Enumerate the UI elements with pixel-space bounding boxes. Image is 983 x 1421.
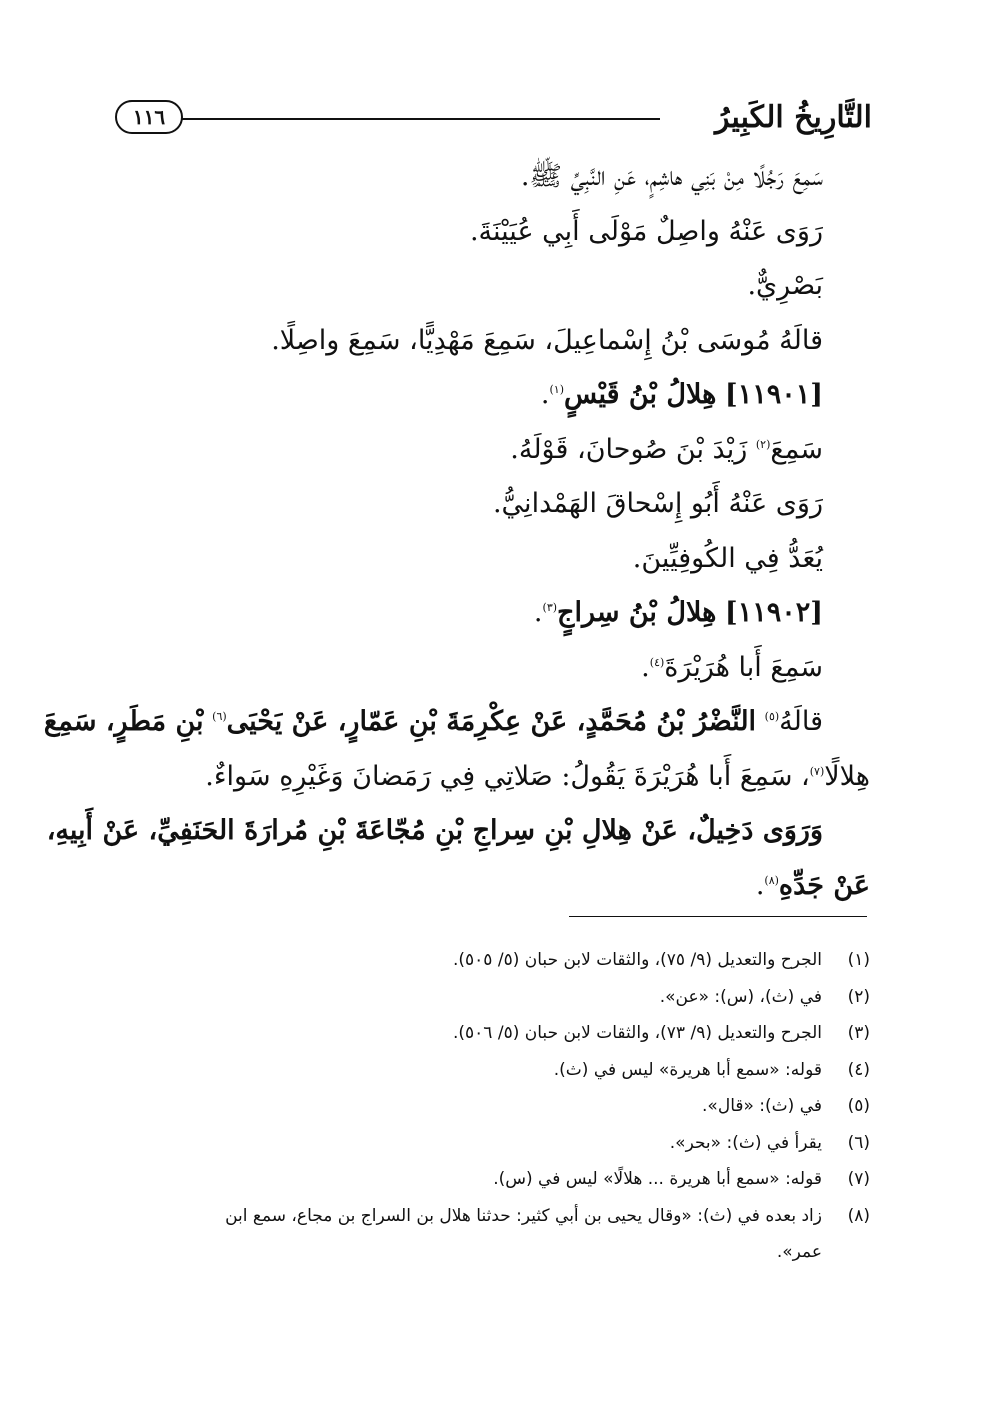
text-span: زَيْدَ بْنَ صُوحانَ، قَوْلَهُ.	[510, 433, 748, 465]
footnote-item	[118, 1052, 870, 1089]
punctuation: .	[641, 651, 650, 683]
footnote-ref[interactable]: (٨)	[764, 873, 779, 887]
text-span: سَمِعَ أَبا هُرَيْرَةَ	[664, 651, 823, 683]
footnote-item	[118, 1198, 870, 1235]
footnote-item	[118, 942, 870, 979]
text-line	[43, 695, 870, 750]
header-divider	[167, 118, 660, 120]
text-line: بَصْرِيٌّ.	[747, 270, 823, 301]
entry-name: هِلالُ بْنُ قَيْسٍ	[564, 379, 717, 410]
text-span: هِلالًا	[824, 760, 870, 792]
footnote-ref[interactable]: (٢)	[755, 437, 771, 451]
footnote-text: قوله: «سمع أبا هريرة» ليس في (ث).	[553, 1059, 822, 1080]
footnote-number: (٨)	[847, 1205, 870, 1226]
footnote-item	[118, 1161, 870, 1198]
text-span: النَّضْرُ بْنُ مُحَمَّدٍ، عَنْ عِكْرِمَةَ بْنِ عَمّارٍ، عَنْ يَحْيَى	[226, 706, 757, 737]
footnote-text: الجرح والتعديل (٩/ ٧٥)، والثقات لابن حبان (٥/ ٥٠٥).	[453, 950, 822, 970]
footnote-number: (٣)	[847, 1023, 870, 1043]
footnote-number: (٥)	[847, 1096, 870, 1116]
footnote-item	[118, 1088, 870, 1125]
footnote-item	[118, 1015, 870, 1052]
entry-name: هِلالُ بْنُ سِراجٍ	[557, 597, 717, 628]
footnote-item	[118, 979, 870, 1016]
entry-heading	[118, 586, 870, 641]
footnote-number: (٤)	[847, 1059, 870, 1080]
text-line	[118, 859, 870, 914]
punctuation: .	[533, 597, 543, 628]
footnote-number: (٢)	[847, 986, 870, 1007]
footnotes	[118, 942, 870, 1270]
page-number: ١١٦	[115, 100, 183, 134]
footnote-text: زاد بعده في (ث): «وقال يحيى بن أبي كثير: حدثنا هلال بن السراج بن مجاع، سمع ابن	[225, 1205, 822, 1226]
footnote-divider	[569, 916, 867, 917]
text-span: بْنِ مَطَرٍ، سَمِعَ	[43, 706, 204, 737]
footnote-number: (١)	[847, 950, 870, 970]
footnote-number: (٧)	[847, 1169, 870, 1189]
footnote-number: (٦)	[847, 1132, 870, 1153]
entry-number: [١١٩٠١]	[724, 379, 823, 410]
text-line: سَمِعَ رَجُلًا مِنْ بَنِي هاشِمٍ، عَنِ النَّبِيِّ ﷺ.	[520, 161, 823, 192]
text-line	[118, 423, 870, 478]
footnote-ref[interactable]: (٣)	[542, 601, 558, 614]
footnote-ref[interactable]: (٦)	[212, 710, 227, 723]
footnote-continuation: عمر».	[776, 1242, 822, 1262]
entry-heading	[118, 368, 870, 423]
text-line: قالَهُ مُوسَى بْنُ إِسْماعِيلَ، سَمِعَ مَهْدِيًّا، سَمِعَ واصِلًا.	[271, 324, 823, 356]
footnote-ref[interactable]: (٧)	[809, 764, 825, 778]
entry-number: [١١٩٠٢]	[724, 597, 823, 628]
punctuation: .	[755, 869, 765, 901]
main-text	[43, 150, 870, 913]
text-line	[118, 750, 870, 805]
footnote-text: يقرأ في (ث): «بحر».	[669, 1132, 822, 1153]
book-title: التَّارِيخُ الكَبِيرُ	[714, 100, 872, 135]
page-header	[115, 96, 872, 140]
text-span: ، سَمِعَ أَبا هُرَيْرَةَ يَقُولُ: صَلاتِي فِي رَمَضانَ وَغَيْرِهِ سَواءٌ.	[205, 760, 810, 792]
text-line: وَرَوَى دَخِيلٌ، عَنْ هِلالِ بْنِ سِراجِ بْنِ مُجّاعَةَ بْنِ مُرارَةَ الحَنَفِيِّ، عَنْ أَبِيهِ،	[46, 815, 823, 846]
footnote-item	[118, 1125, 870, 1162]
punctuation: .	[540, 379, 550, 410]
footnote-text: في (ث): «قال».	[702, 1096, 822, 1116]
footnote-ref[interactable]: (٥)	[764, 710, 780, 723]
footnote-text: في (ث)، (س): «عن».	[659, 986, 822, 1007]
text-span: عَنْ جَدِّهِ	[778, 869, 870, 901]
text-line: رَوَى عَنْهُ أَبُو إِسْحاقَ الهَمْدانِيُّ.	[492, 488, 823, 519]
text-span: قالَهُ	[779, 706, 823, 737]
footnote-text: الجرح والتعديل (٩/ ٧٣)، والثقات لابن حبان (٥/ ٥٠٦).	[453, 1023, 822, 1043]
text-span: سَمِعَ	[770, 433, 823, 465]
footnote-ref[interactable]: (٤)	[649, 655, 665, 669]
text-line	[118, 641, 870, 696]
footnote-ref[interactable]: (١)	[549, 383, 565, 396]
text-line: يُعَدُّ فِي الكُوفِيِّينَ.	[632, 542, 823, 574]
footnote-text: قوله: «سمع أبا هريرة ... هلالًا» ليس في (س).	[493, 1169, 822, 1189]
text-line: رَوَى عَنْهُ واصِلٌ مَوْلَى أَبِي عُيَيْنَةَ.	[469, 215, 823, 247]
